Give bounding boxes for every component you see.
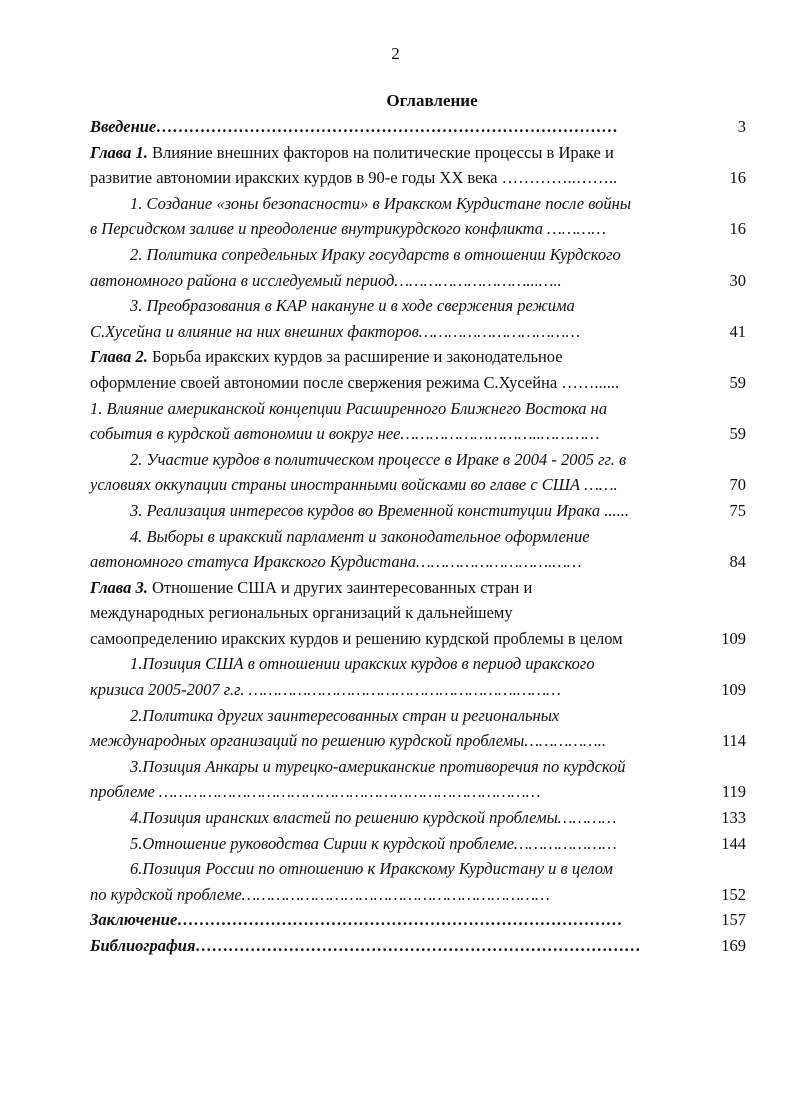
toc-entry-section: [90, 191, 746, 217]
toc-entry-text: в Персидском заливе и преодоление внутрикурдского конфликта …………: [90, 219, 606, 239]
toc-entry-text: Отношение США и других заинтересованных стран и: [147, 577, 533, 597]
toc-entry-text: 1.Позиция США в отношении иракских курдов в период иракского: [130, 654, 595, 674]
toc-entry-text: проблеме ……………………………………………………………………: [90, 782, 541, 802]
toc-entry-line: [90, 549, 746, 575]
toc-entry-chapter-2: [90, 344, 746, 370]
toc-entry-line: [90, 319, 746, 345]
toc-entry-text: 3. Преобразования в КАР накануне и в ходе свержения режима: [130, 296, 575, 316]
toc-entry-section: [90, 831, 746, 857]
toc-entry-line: [90, 600, 746, 626]
toc-entry-text: 2. Участие курдов в политическом процессе в Ираке в 2004 - 2005 гг. в: [130, 449, 627, 469]
toc-entry-text: развитие автономии иракских курдов в 90-е годы XX века …………..……..: [90, 168, 618, 188]
toc-entry-text: международных региональных организаций к дальнейшему: [90, 603, 513, 623]
toc-entry-text: 3.Позиция Анкары и турецко-американские противоречия по курдской: [130, 756, 626, 776]
toc-title: Оглавление: [386, 91, 478, 110]
toc-entry-section: [90, 524, 746, 550]
toc-page-number: 157: [721, 910, 746, 930]
toc-entry-text: 2.Политика других заинтересованных стран и региональных: [130, 705, 560, 725]
toc-entry-section: [90, 447, 746, 473]
toc-entry-line: [90, 882, 746, 908]
toc-page-number: 109: [721, 680, 746, 700]
page-number: 2: [391, 44, 400, 63]
toc-entry-line: [90, 472, 746, 498]
toc-entry-section: [90, 293, 746, 319]
toc-entry-section: [90, 856, 746, 882]
toc-entry-line: [90, 677, 746, 703]
toc-page-number: 152: [721, 884, 746, 904]
toc-entry-text: Борьба иракских курдов за расширение и законодательное: [147, 347, 563, 367]
toc-page-number: 41: [729, 321, 746, 341]
toc-entry-text: 6.Позиция России по отношению к Иракскому Курдистану и в целом: [130, 859, 613, 879]
toc-page-number: 133: [721, 808, 746, 828]
toc-entry-text: условиях оккупации страны иностранными войсками во главе с США …….: [90, 475, 618, 495]
toc-entry-text: самоопределению иракских курдов и решению курдской проблемы в целом: [90, 628, 623, 648]
toc-entry-line: [90, 268, 746, 294]
toc-entry-section: [90, 703, 746, 729]
toc-entry-text: Библиография………………………………………………………………………: [90, 936, 641, 955]
toc-entry-text: 3. Реализация интересов курдов во Временной конституции Ирака ......: [130, 500, 629, 520]
toc-entry-section: [90, 396, 746, 422]
toc-entry-line: [90, 728, 746, 754]
toc-entry-text: С.Хусейна и влияние на них внешних факторов……………………………: [90, 321, 581, 341]
table-of-contents: [90, 114, 746, 959]
toc-page-number: 16: [729, 168, 746, 188]
toc-entry-text: 4. Выборы в иракский парламент и законодательное оформление: [130, 526, 590, 546]
toc-page-number: 119: [721, 782, 746, 802]
toc-entry-text: автономного статуса Иракского Курдистана……………………….……: [90, 552, 582, 572]
toc-page-number: 114: [721, 731, 746, 751]
toc-entry-text: Влияние внешних факторов на политические процессы в Ираке и: [147, 142, 614, 162]
toc-entry-text: 5.Отношение руководства Сирии к курдской проблеме…………………: [130, 833, 617, 853]
toc-entry-text: Введение…………………………………………………………………………: [90, 117, 619, 136]
toc-entry-text: по курдской проблеме………………………………………………………: [90, 884, 550, 904]
toc-entry-line: [90, 779, 746, 805]
toc-page-number: 70: [729, 475, 746, 495]
toc-entry-text: 1. Создание «зоны безопасности» в Иракском Курдистане после войны: [130, 193, 632, 213]
chapter-label: Глава 3.: [90, 577, 148, 597]
toc-entry-text: 1. Влияние американской концепции Расширенного Ближнего Востока на: [90, 398, 608, 418]
toc-entry-text: 2. Политика сопредельных Ираку государств в отношении Курдского: [130, 244, 621, 264]
toc-entry-line: [90, 216, 746, 242]
toc-entry-conclusion: [90, 907, 746, 933]
toc-page-number: 144: [721, 833, 746, 853]
toc-entry-chapter-1: [90, 140, 746, 166]
toc-entry-text: международных организаций по решению курдской проблемы……………..: [90, 731, 606, 751]
toc-entry-line: [90, 370, 746, 396]
toc-entry-line: [90, 165, 746, 191]
toc-page-number: 109: [721, 628, 746, 648]
toc-page-number: 169: [721, 936, 746, 955]
toc-page-number: 84: [729, 552, 746, 572]
toc-page-number: 3: [737, 117, 746, 136]
toc-entry-section: [90, 242, 746, 268]
toc-entry-text: кризиса 2005-2007 г.г. ……………………………………………….………: [90, 680, 561, 700]
toc-page-number: 30: [729, 270, 746, 290]
toc-entry-text: Заключение………………………………………………………………………: [90, 910, 623, 930]
toc-entry-introduction: [90, 114, 746, 140]
toc-entry-bibliography: [90, 933, 746, 959]
toc-entry-line: [90, 626, 746, 652]
toc-entry-text: оформление своей автономии после свержения режима С.Хусейна ……......: [90, 372, 620, 392]
toc-entry-text: 4.Позиция иранских властей по решению курдской проблемы…………: [130, 808, 617, 828]
toc-entry-line: [90, 421, 746, 447]
toc-page-number: 75: [729, 500, 746, 520]
toc-entry-section: [90, 805, 746, 831]
toc-page-number: 16: [729, 219, 746, 239]
chapter-label: Глава 2.: [90, 347, 148, 367]
toc-entry-text: события в курдской автономии и вокруг нее………………………..…………: [90, 424, 600, 444]
toc-entry-section: [90, 498, 746, 524]
toc-page-number: 59: [729, 372, 746, 392]
toc-entry-section: [90, 754, 746, 780]
toc-page-number: 59: [729, 424, 746, 444]
toc-entry-section: [90, 651, 746, 677]
toc-entry-text: автономного района в исследуемый период………………………...…..: [90, 270, 562, 290]
chapter-label: Глава 1.: [90, 142, 148, 162]
toc-entry-chapter-3: [90, 575, 746, 601]
